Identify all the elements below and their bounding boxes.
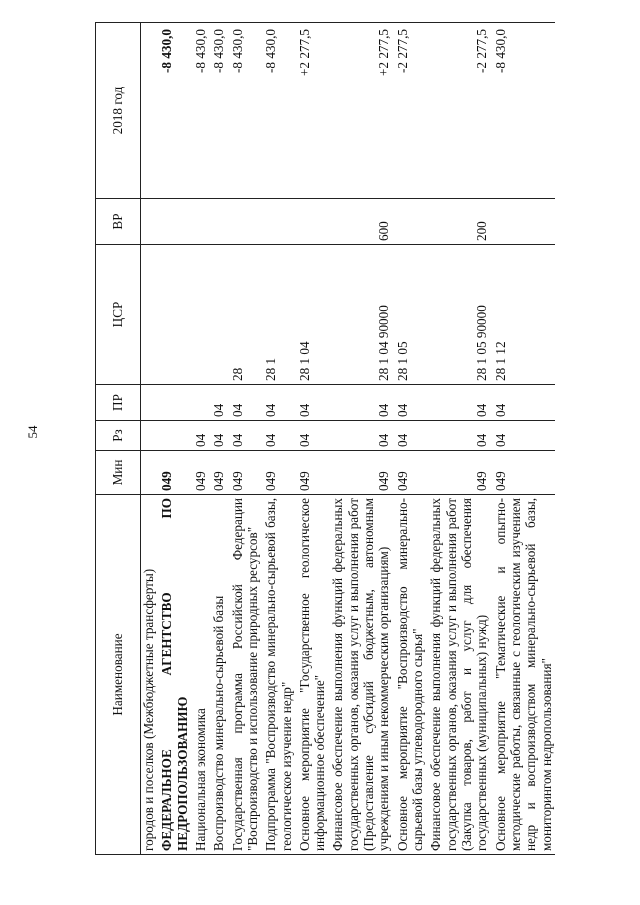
row-vr: 600 <box>328 199 392 245</box>
row-name: ФЕДЕРАЛЬНОЕ АГЕНТСТВО ПО НЕДРОПОЛЬЗОВАНИЮ <box>157 495 191 855</box>
row-csr: 28 1 12 <box>491 245 555 385</box>
row-amount: -8 430,0 <box>157 23 191 199</box>
row-pr <box>157 385 191 421</box>
row-min: 049 <box>491 451 555 495</box>
row-csr <box>191 245 209 385</box>
table-row <box>191 23 209 855</box>
row-pr: 04 <box>295 385 329 421</box>
col-name-header: Наименование <box>96 495 141 855</box>
col-vr-header: ВР <box>96 199 141 245</box>
row-amount: -8 430,0 <box>209 23 227 199</box>
row-min: 049 <box>191 451 209 495</box>
table-row <box>157 23 191 855</box>
row-name: Финансовое обеспечение выполнения функций федеральных государственных органов, оказания услуг и выполнения работ (Предоставление субсидий бюджетным, автономным учреждениям и иным некоммерческим организациям) <box>328 495 392 855</box>
row-amount: -8 430,0 <box>261 23 295 199</box>
header-row <box>96 23 141 855</box>
table-row <box>426 23 490 855</box>
row-amount: -8 430,0 <box>228 23 262 199</box>
row-rz: 04 <box>328 421 392 451</box>
row-csr: 28 1 04 90000 <box>328 245 392 385</box>
row-rz: 04 <box>228 421 262 451</box>
row-pr: 04 <box>393 385 427 421</box>
row-min: 049 <box>261 451 295 495</box>
row-name: Воспроизводство минерально-сырьевой базы <box>209 495 227 855</box>
row-csr: 28 1 05 90000 <box>426 245 490 385</box>
col-csr-header: ЦСР <box>96 245 141 385</box>
row-amount: -2 277,5 <box>426 23 490 199</box>
row-vr <box>209 199 227 245</box>
row-name: Основное мероприятие "Тематические и опытно-методические работы, связанные с геологическим изучением недр и воспроизводством минерально-сырьевой базы, мониторингом недропользования" <box>491 495 555 855</box>
row-rz: 04 <box>295 421 329 451</box>
row-vr <box>295 199 329 245</box>
row-csr: 28 1 <box>261 245 295 385</box>
row-vr: 200 <box>426 199 490 245</box>
row-name: Государственная программа Российской Федерации "Воспроизводство и использование природных ресурсов" <box>228 495 262 855</box>
row-min: 049 <box>209 451 227 495</box>
col-pr-header: ПР <box>96 385 141 421</box>
col-min-header: Мин <box>96 451 141 495</box>
row-pr: 04 <box>261 385 295 421</box>
continuation-text: городов и поселков (Межбюджетные трансферты) <box>141 495 158 855</box>
table-row <box>228 23 262 855</box>
row-csr: 28 1 04 <box>295 245 329 385</box>
row-rz: 04 <box>491 421 555 451</box>
budget-table <box>95 22 555 855</box>
row-min: 049 <box>228 451 262 495</box>
row-name: Основное мероприятие "Воспроизводство минерально-сырьевой базы углеводородного сырья" <box>393 495 427 855</box>
table-row <box>295 23 329 855</box>
row-vr <box>157 199 191 245</box>
row-vr <box>228 199 262 245</box>
continuation-row <box>141 23 158 855</box>
row-min: 049 <box>426 451 490 495</box>
row-min: 049 <box>157 451 191 495</box>
row-rz: 04 <box>209 421 227 451</box>
row-pr: 04 <box>491 385 555 421</box>
row-amount: -2 277,5 <box>393 23 427 199</box>
row-rz <box>157 421 191 451</box>
row-amount: -8 430,0 <box>191 23 209 199</box>
row-amount: -8 430,0 <box>491 23 555 199</box>
page-number: 54 <box>25 425 40 439</box>
row-rz: 04 <box>426 421 490 451</box>
row-vr <box>261 199 295 245</box>
row-name: Финансовое обеспечение выполнения функций федеральных государственных органов, оказания услуг и выполнения работ (Закупка товаров, работ и услуг для обеспечения государственных (муниципальных) нужд) <box>426 495 490 855</box>
row-pr <box>191 385 209 421</box>
row-pr: 04 <box>228 385 262 421</box>
row-min: 049 <box>295 451 329 495</box>
row-name: Основное мероприятие "Государственное геологическое информационное обеспечение" <box>295 495 329 855</box>
row-name: Подпрограмма "Воспроизводство минерально-сырьевой базы, геологическое изучение недр" <box>261 495 295 855</box>
table-row <box>491 23 555 855</box>
col-year-header: 2018 год <box>96 23 141 199</box>
row-vr <box>491 199 555 245</box>
table-row <box>209 23 227 855</box>
row-pr: 04 <box>426 385 490 421</box>
row-vr <box>393 199 427 245</box>
row-csr: 28 1 05 <box>393 245 427 385</box>
row-name: Национальная экономика <box>191 495 209 855</box>
budget-table-rotated <box>95 23 612 855</box>
table-row <box>261 23 295 855</box>
row-csr <box>157 245 191 385</box>
row-rz: 04 <box>191 421 209 451</box>
row-min: 049 <box>328 451 392 495</box>
row-amount: +2 277,5 <box>295 23 329 199</box>
row-rz: 04 <box>261 421 295 451</box>
row-vr <box>191 199 209 245</box>
row-amount: +2 277,5 <box>328 23 392 199</box>
row-rz: 04 <box>393 421 427 451</box>
table-row <box>328 23 392 855</box>
table-row <box>393 23 427 855</box>
row-pr: 04 <box>209 385 227 421</box>
row-csr: 28 <box>228 245 262 385</box>
row-pr: 04 <box>328 385 392 421</box>
row-csr <box>209 245 227 385</box>
row-min: 049 <box>393 451 427 495</box>
col-rz-header: Рз <box>96 421 141 451</box>
